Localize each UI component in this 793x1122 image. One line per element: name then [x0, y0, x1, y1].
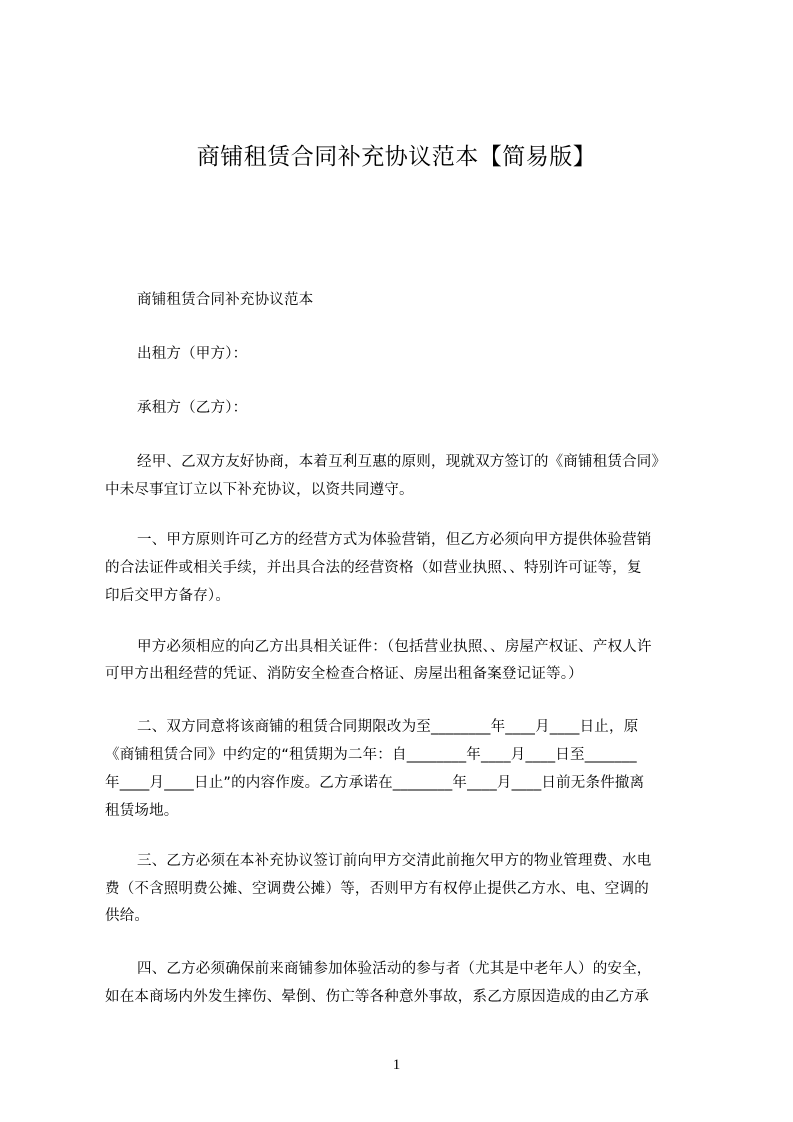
lessor-label: 出租方（甲方）： — [137, 346, 248, 362]
clause2-line-2: 《商铺租赁合同》中约定的“租赁期为二年：自________年____月____日至_______ — [105, 747, 637, 763]
preamble-line-1: 经甲、乙双方友好协商，本着互利互惠的原则，现就双方签订的《商铺租赁合同》 — [137, 454, 667, 470]
clause1-line-1: 一、甲方原则许可乙方的经营方式为体验营销，但乙方必须向甲方提供体验营销 — [137, 532, 652, 548]
lessee-label: 承租方（乙方）： — [137, 400, 248, 416]
clause1-extra-line-1: 甲方必须相应的向乙方出具相关证件：（包括营业执照、、房屋产权证、产权人许 — [137, 639, 652, 655]
clause1-line-3: 印后交甲方备存）。 — [105, 588, 231, 604]
preamble-line-2: 中未尽事宜订立以下补充协议，以资共同遵守。 — [105, 482, 414, 498]
page-number: 1 — [392, 1057, 401, 1073]
clause1-extra-line-2: 可甲方出租经营的凭证、消防安全检查合格证、房屋出租备案登记证等。） — [105, 666, 583, 682]
clause1-line-2: 的合法证件或相关手续，并出具合法的经营资格（如营业执照、、特别许可证等，复 — [105, 560, 642, 576]
clause4-line-1: 四、乙方必须确保前来商铺参加体验活动的参与者（尤其是中老年人）的安全， — [137, 961, 652, 977]
clause3-line-1: 三、乙方必须在本补充协议签订前向甲方交清此前拖欠甲方的物业管理费、水电 — [137, 853, 652, 869]
clause3-line-2: 费（不含照明费公摊、空调费公摊）等，否则甲方有权停止提供乙方水、电、空调的 — [105, 881, 649, 897]
clause3-line-3: 供给。 — [105, 908, 150, 924]
clause2-line-1: 二、双方同意将该商铺的租赁合同期限改为至________年____月____日止，原 — [137, 719, 639, 735]
intro-heading: 商铺租赁合同补充协议范本 — [137, 292, 314, 308]
document-title: 商铺租赁合同补充协议范本【简易版】 — [196, 144, 597, 170]
clause4-line-2: 如在本商场内外发生摔伤、晕倒、伤亡等各种意外事故，系乙方原因造成的由乙方承 — [105, 989, 649, 1005]
clause2-line-3: 年____月____日止”的内容作废。乙方承诺在________年____月____日前无条件撤离 — [105, 775, 645, 791]
clause2-line-4: 租赁场地。 — [105, 803, 179, 819]
